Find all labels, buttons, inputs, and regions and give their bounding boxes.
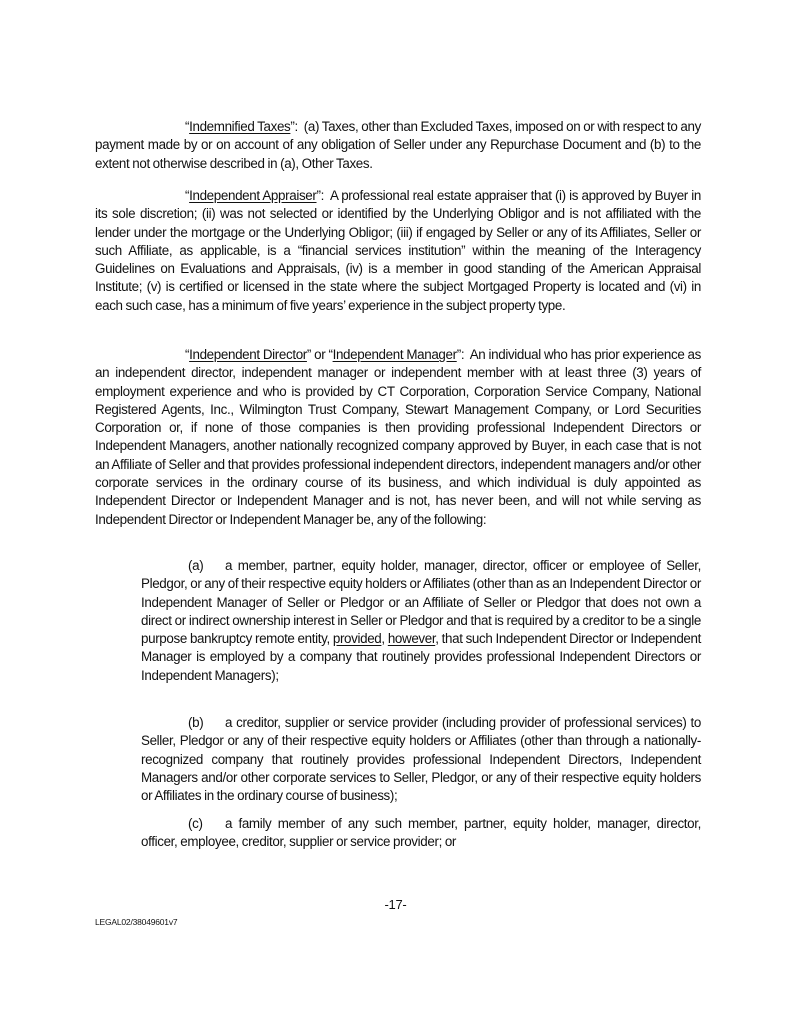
page-number: -17- xyxy=(384,897,407,912)
definition-independent-director: “Independent Director” or “Independent Manager”: An individual who has prior experience as an independent director, independent manager or independent member with at least three (3) years of employment experience and who is provided by CT Corporation, Corporation Service Company, National Registered Agents, Inc., Wilmington Trust Company, Stewart Management Company, or Lord Securities Corporation or, if none of those companies is then providing professional Independent Directors or Independent Managers, another nationally recognized company approved by Buyer, in each case that is not an Affiliate of Seller and that provides professional independent directors, independent managers and/or other corporate services in the ordinary course of its business, and which individual is duly appointed as Independent Director or Independent Manager and is not, has never been, and will not while serving as Independent Director or Independent Manager be, any of the following: xyxy=(95,347,701,527)
subitem-b: (b) a creditor, supplier or service provider (including provider of professional services) to Seller, Pledgor or any of their respective equity holders or Affiliates (other than through a nationally-recognized company that routinely provides professional Independent Directors, Independent Managers and/or other corporate services to Seller, Pledgor, or any of their respective equity holders or Affiliates in the ordinary course of business); xyxy=(141,715,701,804)
underlined-word: however xyxy=(387,631,436,647)
definition-indemnified-taxes: “Indemnified Taxes”: (a) Taxes, other than Excluded Taxes, imposed on or with respect to any payment made by or on account of any obligation of Seller under any Repurchase Document and (b) to the extent not otherwise described in (a), Other Taxes. xyxy=(95,119,701,171)
definition-text: A professional real estate appraiser that (i) is approved by Buyer in its sole discretion; (ii) was not selected or identified by the Underlying Obligor and is not affiliated with the lender under the mortgage or the Underlying Obligor; (iii) if engaged by Seller or any of its Affiliates, Seller or such Affiliate, as applicable, is a “financial services institution” within the meaning of the Interagency Guidelines on Evaluations and Appraisals, (iv) is a member in good standing of the American Appraisal Institute; (v) is certified or licensed in the state where the subject Mortgaged Property is located and (vi) in each such case, has a minimum of five years’ experience in the subject property type. xyxy=(95,188,701,313)
subitem-label: (b) xyxy=(188,715,204,730)
underlined-word: provided xyxy=(332,631,382,647)
definition-independent-appraiser: “Independent Appraiser”: A professional real estate appraiser that (i) is approved by Buyer in its sole discretion; (ii) was not selected or identified by the Underlying Obligor and is not affiliated with the lender under the mortgage or the Underlying Obligor; (iii) if engaged by Seller or any of its Affiliates, Seller or such Affiliate, as applicable, is a “financial services institution” within the meaning of the Interagency Guidelines on Evaluations and Appraisals, (iv) is a member in good standing of the American Appraisal Institute; (v) is certified or licensed in the state where the subject Mortgaged Property is located and (vi) in each such case, has a minimum of five years’ experience in the subject property type. xyxy=(95,188,701,313)
defined-term: Independent Manager xyxy=(332,347,457,362)
subitem-label: (a) xyxy=(188,558,204,573)
defined-term: Independent Director xyxy=(189,347,307,362)
subitem-label: (c) xyxy=(188,816,203,831)
definition-text: An individual who has prior experience as an independent director, independent manager or independent member with at least three (3) years of employment experience and who is provided by CT Corporation, Corporation Service Company, National Registered Agents, Inc., Wilmington Trust Company, Stewart Management Company, or Lord Securities Corporation or, if none of those companies is then providing professional Independent Directors or Independent Managers, another nationally recognized company approved by Buyer, in each case that is not an Affiliate of Seller and that provides professional independent directors, independent managers and/or other corporate services in the ordinary course of its business, and which individual is duly appointed as Independent Director or Independent Manager and is not, has never been, and will not while serving as Independent Director or Independent Manager be, any of the following: xyxy=(95,347,701,527)
definition-text: (a) Taxes, other than Excluded Taxes, imposed on or with respect to any payment made by or on account of any obligation of Seller under any Repurchase Document and (b) to the extent not otherwise described in (a), Other Taxes. xyxy=(95,119,701,171)
subitem-a: (a) a member, partner, equity holder, manager, director, officer or employee of Seller, Pledgor, or any of their respective equity holders or Affiliates (other than as an Independent Director or Independent Manager of Seller or Pledgor or an Affiliate of Seller or Pledgor that does not own a direct or indirect ownership interest in Seller or Pledgor and that is required by a creditor to be a single purpose bankruptcy remote entity, provided, however, that such Independent Director or Independent Manager is employed by a company that routinely provides professional Independent Directors or Independent Managers); xyxy=(141,558,702,683)
document-id: LEGAL02/38049601v7 xyxy=(95,917,178,927)
defined-term: Independent Appraiser xyxy=(189,188,317,203)
subitem-c: (c) a family member of any such member, partner, equity holder, manager, director, officer, employee, creditor, supplier or service provider; or xyxy=(141,816,701,850)
defined-term: Indemnified Taxes xyxy=(189,119,291,134)
